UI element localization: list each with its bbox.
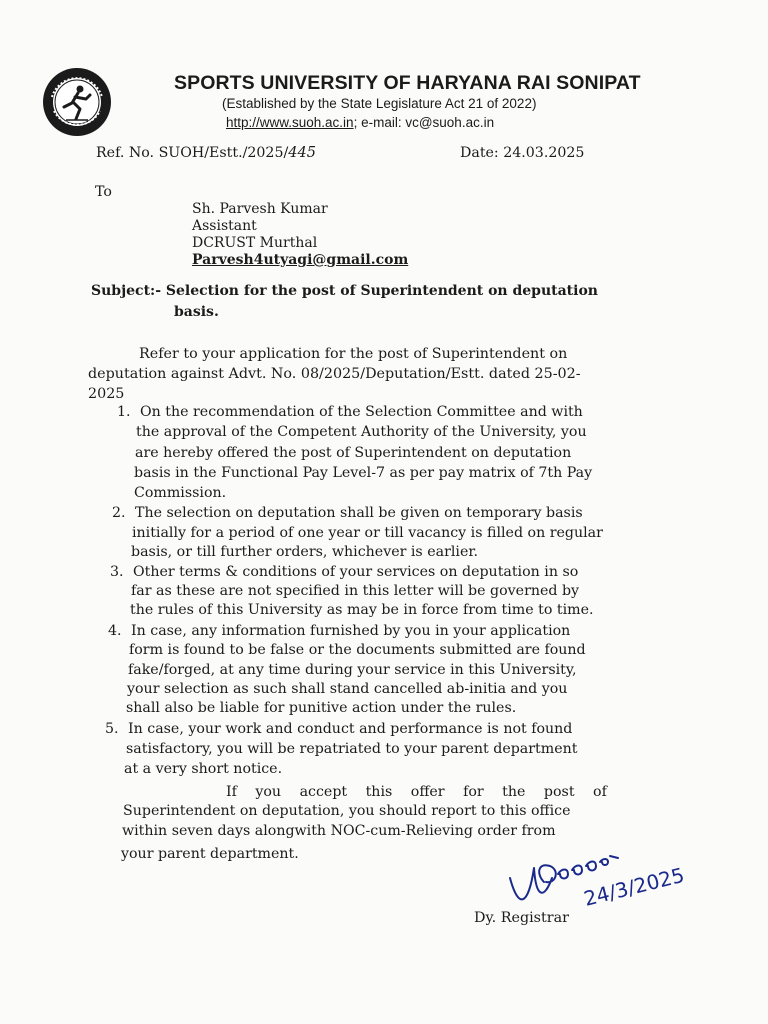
- list-item-line: the rules of this University as may be in force from time to time.: [130, 602, 594, 618]
- university-logo-icon: [42, 67, 112, 137]
- closing-line-1: If you accept this offer for the post of: [226, 784, 607, 800]
- list-item-line: initially for a period of one year or till vacancy is filled on regular: [132, 525, 603, 541]
- signature-date: 24/3/2025: [581, 862, 687, 911]
- subject-line: Subject:- Selection for the post of Superintendent on deputation: [91, 283, 598, 299]
- closing-line-2: Superintendent on deputation, you should report to this office: [123, 803, 571, 819]
- university-name: SPORTS UNIVERSITY OF HARYANA RAI SONIPAT: [174, 72, 641, 94]
- list-item-number: 1.: [117, 404, 131, 420]
- signatory-designation: Dy. Registrar: [474, 910, 569, 926]
- list-item-line: basis, or till further orders, whichever is earlier.: [131, 544, 479, 560]
- list-item-line: Other terms & conditions of your services on deputation in so: [133, 564, 579, 580]
- to-label: To: [95, 184, 112, 200]
- list-item-line: at a very short notice.: [124, 761, 283, 777]
- letter-date: Date: 24.03.2025: [460, 145, 585, 161]
- recipient-email[interactable]: Parvesh4utyagi@gmail.com: [192, 252, 409, 268]
- list-item-line: shall also be liable for punitive action under the rules.: [126, 700, 517, 716]
- university-establishment: (Established by the State Legislature Act 21 of 2022): [222, 96, 537, 111]
- subject-line-continued: basis.: [174, 304, 219, 320]
- list-item-line: basis in the Functional Pay Level-7 as per pay matrix of 7th Pay: [134, 465, 593, 481]
- reference-number: [96, 145, 316, 161]
- list-item-number: 4.: [108, 623, 122, 639]
- closing-line-4: your parent department.: [121, 846, 299, 862]
- ref-handwritten-number: 445: [288, 145, 316, 161]
- recipient-name: Sh. Parvesh Kumar: [192, 201, 328, 217]
- website-link[interactable]: http://www.suoh.ac.in: [226, 115, 354, 130]
- list-item-line: satisfactory, you will be repatriated to your parent department: [126, 741, 578, 757]
- ref-prefix: Ref. No. SUOH/Estt./2025/: [96, 145, 289, 161]
- list-item-line: The selection on deputation shall be given on temporary basis: [135, 505, 583, 521]
- list-item-number: 3.: [110, 564, 124, 580]
- list-item-line: In case, any information furnished by you in your application: [131, 623, 571, 639]
- intro-line-1: Refer to your application for the post of Superintendent on: [139, 346, 568, 362]
- list-item-line: far as these are not specified in this letter will be governed by: [131, 583, 580, 599]
- list-item-line: On the recommendation of the Selection Committee and with: [140, 404, 583, 420]
- list-item-number: 5.: [105, 721, 119, 737]
- list-item-number: 2.: [112, 505, 126, 521]
- intro-line-2: deputation against Advt. No. 08/2025/Deputation/Estt. dated 25-02-: [88, 366, 581, 382]
- intro-line-3: 2025: [88, 386, 125, 402]
- list-item-line: form is found to be false or the documents submitted are found: [129, 642, 586, 658]
- list-item-line: Commission.: [134, 485, 227, 501]
- recipient-designation: Assistant: [192, 218, 257, 234]
- list-item-line: your selection as such shall stand cancelled ab-initia and you: [127, 681, 568, 697]
- email-text: ; e-mail: vc@suoh.ac.in: [353, 115, 495, 130]
- handwritten-signature: [500, 838, 710, 918]
- list-item-line: fake/forged, at any time during your service in this University,: [128, 662, 577, 678]
- university-contact: [226, 115, 494, 130]
- recipient-organization: DCRUST Murthal: [192, 235, 318, 251]
- list-item-line: the approval of the Competent Authority of the University, you: [136, 424, 587, 440]
- closing-line-3: within seven days alongwith NOC-cum-Relieving order from: [122, 823, 556, 839]
- list-item-line: In case, your work and conduct and performance is not found: [128, 721, 573, 737]
- list-item-line: are hereby offered the post of Superintendent on deputation: [135, 445, 572, 461]
